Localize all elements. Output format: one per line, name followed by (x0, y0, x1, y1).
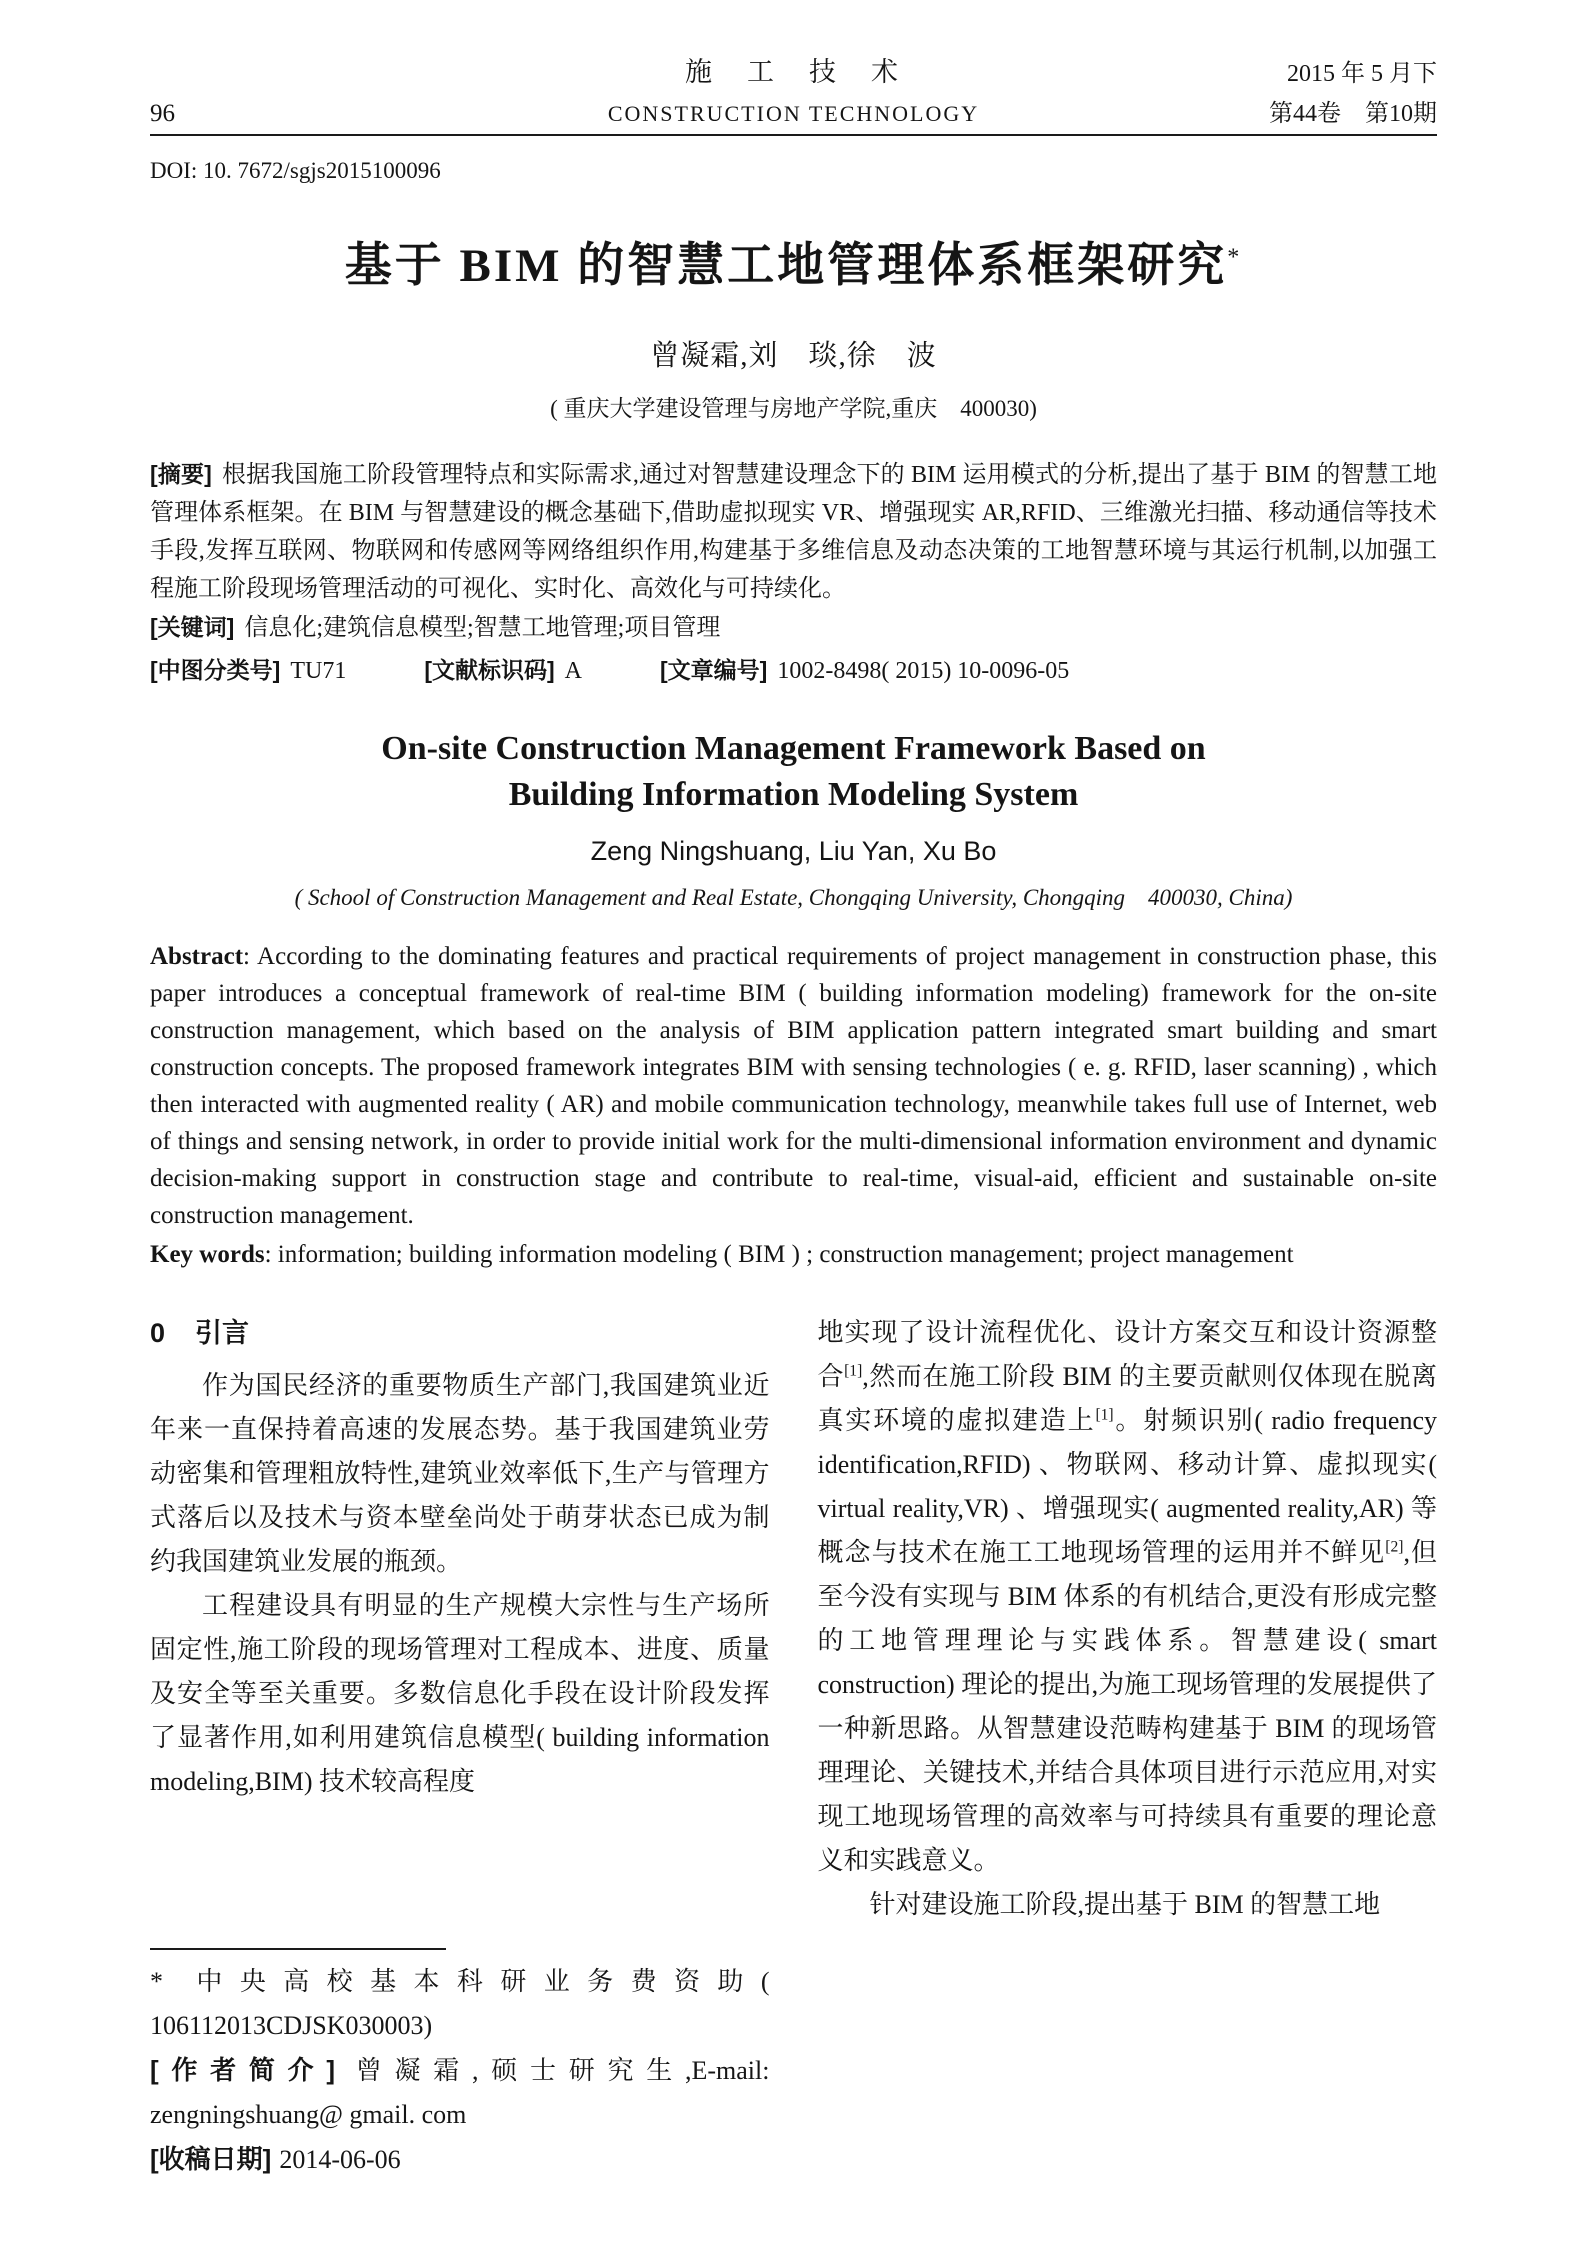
article-title-en (150, 726, 1437, 818)
authors-en: Zeng Ningshuang, Liu Yan, Xu Bo (590, 835, 997, 866)
article-title-en-line1: On-site Construction Management Framework Based on (381, 730, 1206, 767)
affiliation-cn: ( 重庆大学建设管理与房地产学院,重庆 400030) (550, 396, 1037, 421)
keywords-cn-label: [关键词] (150, 614, 235, 640)
doc-code-value: A (564, 658, 582, 684)
footnote-author-text: 曾凝霜,硕士研究生,E-mail: zengningshuang@ gmail. com (150, 2056, 770, 2129)
volume-issue: 第44卷 第10期 (1269, 101, 1437, 127)
footnote-received-label: [收稿日期] (150, 2144, 272, 2174)
footnote-author (150, 2048, 770, 2137)
footnote-received-text: 2014-06-06 (279, 2145, 401, 2174)
article-id-pair (660, 651, 1069, 690)
body-paragraph-3: 地实现了设计流程优化、设计方案交互和设计资源整合[1],然而在施工阶段 BIM 的主要贡献则仅体现在脱离真实环境的虚拟建造上[1]。射频识别( radio frequency identification,RFID) 、物联网、移动计算、虚拟现实( virtual reality,VR) 、增强现实( augmented reality,AR) 等概念与技术在施工工地现场管理的运用并不鲜见[2],但至今没有实现与 BIM 体系的有机结合,更没有形成完整的工地管理理论与实践体系。智慧建设( smart construction) 理论的提出,为施工现场管理的发展提供了一种新思路。从智慧建设范畴构建基于 BIM 的现场管理理论、关键技术,并结合具体项目进行示范应用,对实现工地现场管理的高效率与可持续具有重要的理论意义和实践意义。 (817, 1317, 1437, 1875)
section-heading-intro (150, 1311, 770, 1350)
doc-code-pair (424, 651, 582, 690)
footnote-block (150, 1948, 770, 2182)
clc-value: TU71 (290, 658, 347, 684)
affiliation-en: ( School of Construction Management and Real Estate, Chongqing University, Chongqing 400030, China) (294, 884, 1293, 910)
article-title-cn-text: 基于 BIM 的智慧工地管理体系框架研究 (344, 240, 1228, 292)
keywords-cn-text: 信息化;建筑信息模型;智慧工地管理;项目管理 (244, 615, 721, 641)
abstract-cn-text: 根据我国施工阶段管理特点和实际需求,通过对智慧建设理念下的 BIM 运用模式的分析,提出了基于 BIM 的智慧工地管理体系框架。在 BIM 与智慧建设的概念基础下,借助虚拟现实 VR、增强现实 AR,RFID、三维激光扫描、移动通信等技术手段,发挥互联网、物联网和传感网等网络组织作用,构建基于多维信息及动态决策的工地智慧环境与其运行机制,以加强工程施工阶段现场管理活动的可视化、实时化、高效化与可持续化。 (150, 462, 1437, 602)
keywords-en-label: Key words (150, 1240, 265, 1268)
journal-title-en: CONSTRUCTION TECHNOLOGY (607, 101, 980, 126)
clc-label: [中图分类号] (150, 657, 281, 683)
english-abstract-block (150, 938, 1437, 1273)
article-id-value: 1002-8498( 2015) 10-0096-05 (777, 658, 1070, 684)
section-title: 引言 (195, 1317, 250, 1348)
abstract-cn-label: [摘要] (150, 461, 212, 487)
body-paragraph-1: 作为国民经济的重要物质生产部门,我国建筑业近年来一直保持着高速的发展态势。基于我国建筑业劳动密集和管理粗放特性,建筑业效率低下,生产与管理方式落后以及技术与资本壁垒尚处于萌芽状态已成为制约我国建筑业发展的瓶颈。 (150, 1370, 770, 1576)
footnote-fund-text: 中央高校基本科研业务费资助( 106112013CDJSK030003) (150, 1967, 770, 2040)
chinese-meta-block (150, 455, 1437, 690)
abstract-en-text: : According to the dominating features and practical requirements of project management in construction phase, this paper introduces a conceptual framework of real-time BIM ( building information modeling) framework for the on-site construction management, which based on the analysis of BIM application pattern integrated smart building and smart construction concepts. The proposed framework integrates BIM with sensing technologies ( e. g. RFID, laser scanning) , which then interacted with augmented reality ( AR) and mobile communication technology, meanwhile takes full use of Internet, web of things and sensing network, in order to provide initial work for the multi-dimensional information environment and dynamic decision-making support in construction stage and contribute to real-time, visual-aid, efficient and sustainable on-site construction management. (150, 942, 1437, 1229)
right-column (818, 1311, 1438, 2182)
title-footnote-mark: * (1227, 244, 1243, 271)
keywords-cn (150, 608, 1437, 647)
classification-line (150, 651, 1437, 690)
keywords-en-text: : information; building information modeling ( BIM ) ; construction management; project management (264, 1240, 1294, 1268)
article-title-en-line2: Building Information Modeling System (508, 775, 1079, 813)
footnote-separator (150, 1948, 446, 1950)
page-number: 96 (150, 100, 175, 127)
body-paragraph-4: 针对建设施工阶段,提出基于 BIM 的智慧工地 (869, 1889, 1381, 1919)
clc-pair (150, 651, 346, 690)
footnote-author-label: [作者简介] (150, 2055, 336, 2085)
article-title-cn (150, 228, 1437, 295)
doi: DOI: 10. 7672/sgjs2015100096 (150, 158, 441, 183)
running-head-row-2 (150, 93, 1437, 128)
journal-title-cn: 施 工 技 术 (685, 57, 902, 87)
footnote-fund (150, 1960, 770, 2048)
running-head-row-1 (150, 50, 1437, 89)
running-head (150, 50, 1437, 136)
keywords-en (150, 1236, 1437, 1273)
authors-cn: 曾凝霜,刘 琰,徐 波 (650, 340, 937, 372)
doc-code-label: [文献标识码] (424, 657, 555, 683)
article-id-label: [文章编号] (660, 657, 768, 683)
abstract-cn (150, 455, 1437, 608)
left-column (150, 1311, 770, 2182)
footnote-received (150, 2137, 770, 2182)
footnote-fund-mark: * (150, 1967, 163, 1996)
abstract-en (150, 938, 1437, 1234)
section-number: 0 (150, 1317, 166, 1348)
body-columns (150, 1311, 1437, 2182)
abstract-en-label: Abstract (150, 942, 244, 970)
issue-date: 2015 年 5 月下 (1287, 61, 1437, 87)
body-paragraph-2: 工程建设具有明显的生产规模大宗性与生产场所固定性,施工阶段的现场管理对工程成本、进度、质量及安全等至关重要。多数信息化手段在设计阶段发挥了显著作用,如利用建筑信息模型( building information modeling,BIM) 技术较高程度 (150, 1590, 770, 1796)
